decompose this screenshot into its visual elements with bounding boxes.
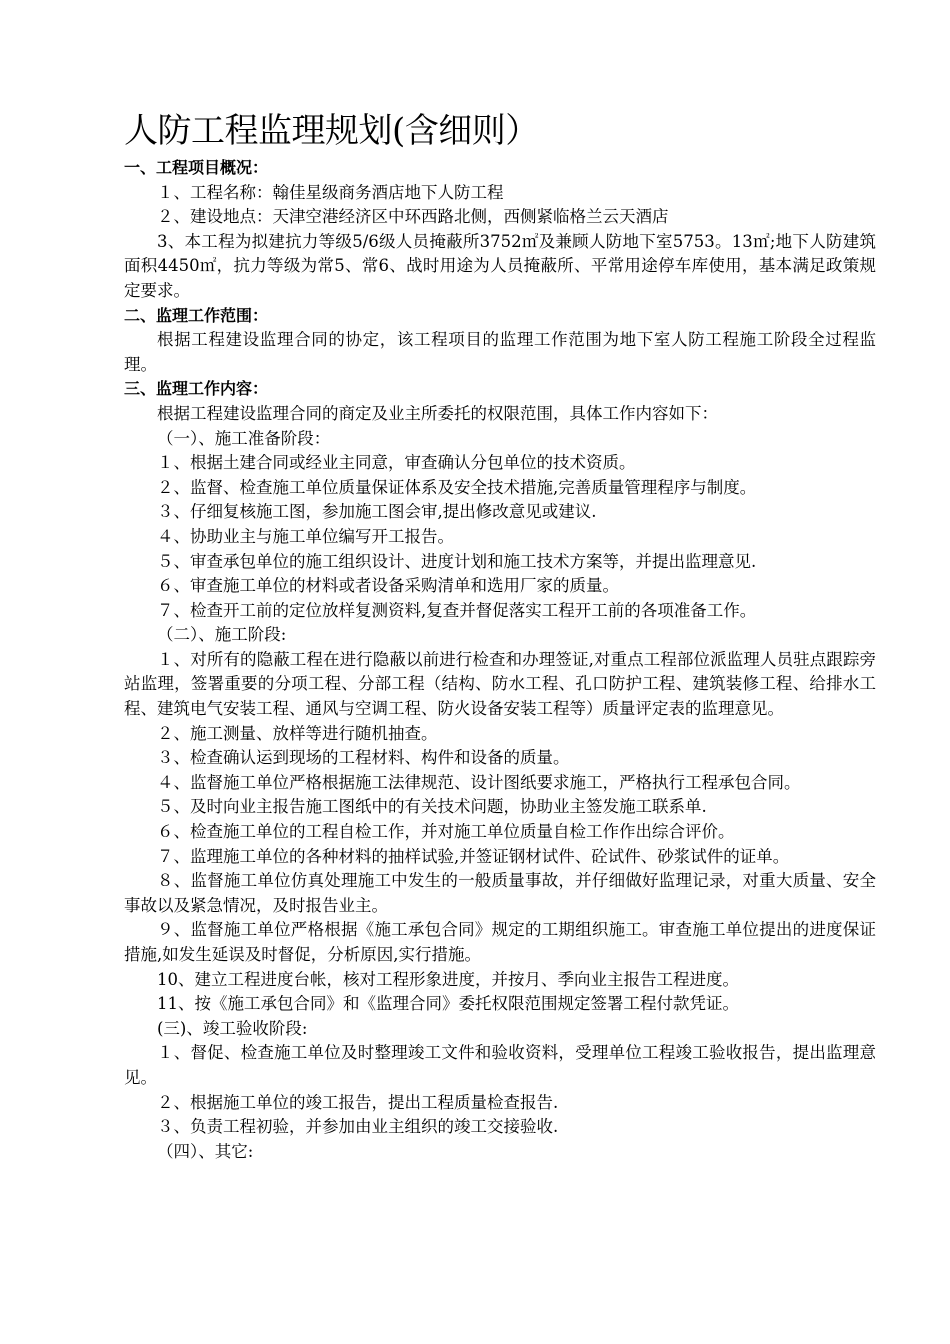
document-page [124, 106, 876, 1164]
acceptance-item: ３、负责工程初验，并参加由业主组织的竣工交接验收. [157, 1117, 559, 1137]
content-intro: 根据工程建设监理合同的商定及业主所委托的权限范围，具体工作内容如下： [157, 403, 718, 423]
construction-item: ３、检查确认运到现场的工程材料、构件和设备的质量。 [157, 748, 570, 768]
stage-prep-title: （一）、施工准备阶段： [157, 428, 331, 448]
section-heading-content: 三、监理工作内容： [124, 379, 269, 399]
acceptance-item: １、督促、检查施工单位及时整理竣工文件和验收资料，受理单位工程竣工验收报告，提出监理意见。 [124, 1043, 876, 1087]
overview-project-name: １、工程名称：翰佳星级商务酒店地下人防工程 [157, 182, 504, 202]
document-title: 人防工程监理规划(含细则） [124, 111, 539, 151]
document-body [124, 156, 876, 1164]
section-heading-scope: 二、监理工作范围： [124, 305, 269, 325]
stage-other-title: （四）、其它: [157, 1141, 254, 1161]
prep-item: ４、协助业主与施工单位编写开工报告。 [157, 526, 454, 546]
construction-item: ４、监督施工单位严格根据施工法律规范、设计图纸要求施工，严格执行工程承包合同。 [157, 772, 801, 792]
stage-construction-title: （二）、施工阶段: [157, 625, 287, 645]
section-heading-overview: 一、工程项目概况： [124, 158, 269, 177]
construction-item: ８、监督施工单位仿真处理施工中发生的一般质量事故，并仔细做好监理记录，对重大质量、安全事故以及紧急情况，及时报告业主。 [124, 871, 876, 915]
prep-item: ２、监督、检查施工单位质量保证体系及安全技术措施,完善质量管理程序与制度。 [157, 477, 757, 497]
construction-item: ６、检查施工单位的工程自检工作，并对施工单位质量自检工作作出综合评价。 [157, 822, 735, 842]
construction-item: ５、及时向业主报告施工图纸中的有关技术问题，协助业主签发施工联系单. [157, 797, 707, 817]
construction-item: ７、监理施工单位的各种材料的抽样试验,并签证钢材试件、砼试件、砂浆试件的证单。 [157, 846, 790, 866]
construction-item: １、对所有的隐蔽工程在进行隐蔽以前进行检查和办理签证,对重点工程部位派监理人员驻点跟踪旁站监理，签署重要的分项工程、分部工程（结构、防水工程、孔口防护工程、建筑装修工程、给排水工程、建筑电气安装工程、通风与空调工程、防火设备安装工程等）质量评定表的监理意见。 [124, 649, 876, 719]
overview-description: 3、本工程为拟建抗力等级5/6级人员掩蔽所3752㎡及兼顾人防地下室5753。13㎡;地下人防建筑面积4450㎡，抗力等级为常5、常6、战时用途为人员掩蔽所、平常用途停车库使用，基本满足政策规定要求。 [124, 231, 876, 300]
prep-item: １、根据土建合同或经业主同意，审查确认分包单位的技术资质。 [157, 453, 636, 473]
stage-acceptance-title: (三)、竣工验收阶段: [157, 1018, 308, 1038]
acceptance-item: ２、根据施工单位的竣工报告，提出工程质量检查报告. [157, 1092, 559, 1112]
construction-item: 11、按《施工承包合同》和《监理合同》委托权限范围规定签署工程付款凭证。 [157, 994, 739, 1014]
prep-item: ５、审查承包单位的施工组织设计、进度计划和施工技术方案等，并提出监理意见. [157, 551, 757, 571]
scope-paragraph: 根据工程建设监理合同的协定，该工程项目的监理工作范围为地下室人防工程施工阶段全过程监理。 [124, 330, 876, 374]
prep-item: ７、检查开工前的定位放样复测资料,复查并督促落实工程开工前的各项准备工作。 [157, 600, 757, 620]
construction-item: ２、施工测量、放样等进行随机抽查。 [157, 723, 438, 743]
construction-item: 10、建立工程进度台帐，核对工程形象进度，并按月、季向业主报告工程进度。 [157, 969, 739, 989]
construction-item: ９、监督施工单位严格根据《施工承包合同》规定的工期组织施工。审查施工单位提出的进度保证措施,如发生延误及时督促，分析原因,实行措施。 [124, 920, 876, 964]
overview-location: ２、建设地点：天津空港经济区中环西路北侧，西侧紧临格兰云天酒店 [157, 207, 669, 227]
prep-item: ６、审查施工单位的材料或者设备采购清单和选用厂家的质量。 [157, 576, 619, 596]
prep-item: ３、仔细复核施工图，参加施工图会审,提出修改意见或建议. [157, 502, 597, 522]
